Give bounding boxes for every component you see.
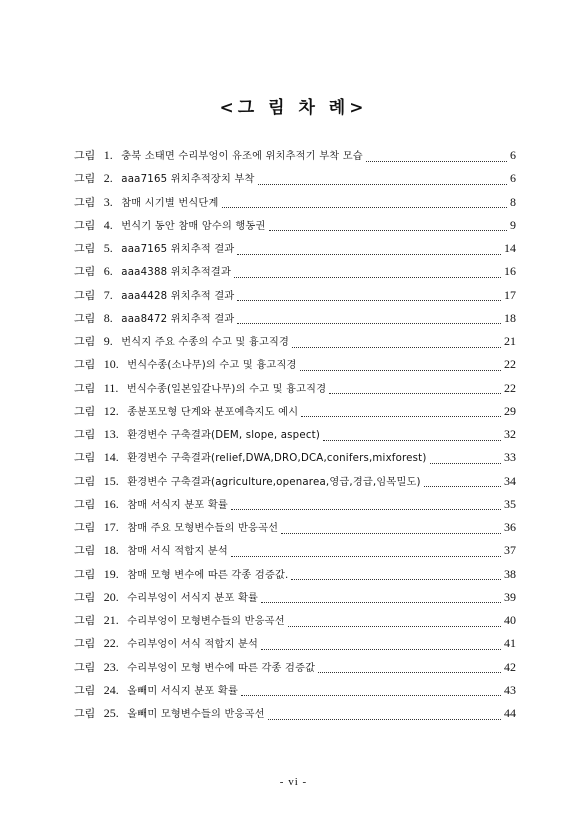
entry-prefix: 그림: [74, 497, 96, 511]
entry-label: [74, 681, 238, 701]
toc-entry[interactable]: [74, 495, 516, 518]
toc-entry[interactable]: [74, 309, 516, 332]
entry-prefix: 그림: [74, 544, 96, 558]
toc-entry[interactable]: [74, 588, 516, 611]
dot-leader: [231, 508, 501, 510]
entry-title: 수리부엉이 모형변수들의 반응곡선: [127, 616, 285, 627]
toc-entry[interactable]: [74, 402, 516, 425]
entry-label: [74, 425, 320, 445]
entry-number: 6.: [103, 264, 113, 279]
entry-number: 23.: [103, 659, 119, 674]
entry-number: 22.: [103, 636, 119, 651]
entry-label: [74, 472, 421, 492]
entry-number: 15.: [103, 473, 119, 488]
entry-prefix: 그림: [74, 242, 96, 255]
entry-title: aaa7165 위치추적 결과: [121, 244, 235, 255]
dot-leader: [231, 555, 501, 557]
entry-number: 25.: [103, 706, 119, 720]
entry-page-number: 41: [504, 636, 516, 651]
entry-number: 1.: [103, 148, 113, 162]
entry-number: 17.: [103, 520, 119, 534]
entry-title: 충북 소태면 수리부엉이 유조에 위치추적기 부착 모습: [121, 151, 363, 162]
entry-prefix: 그림: [74, 358, 96, 372]
dot-leader: [241, 694, 501, 696]
toc-entry[interactable]: [74, 658, 516, 681]
entry-title: 번식지 주요 수종의 수고 및 흉고직경: [121, 337, 290, 348]
dot-leader: [301, 415, 501, 417]
dot-leader: [268, 718, 501, 720]
toc-entry[interactable]: [74, 541, 516, 564]
page-title: <그 림 차 례>: [219, 98, 368, 118]
entry-page-number: 14: [504, 241, 516, 255]
entry-title: 번식수종(일본잎갈나무)의 수고 및 흉고직경: [126, 383, 327, 395]
toc-entry[interactable]: [74, 169, 516, 192]
entry-number: 7.: [103, 287, 113, 302]
dot-leader: [261, 601, 501, 603]
toc-entry[interactable]: [74, 425, 516, 448]
dot-leader: [281, 532, 501, 534]
toc-entry[interactable]: [74, 518, 516, 541]
entry-prefix: 그림: [74, 614, 96, 627]
entry-title: 환경변수 구축결과(agriculture,openarea,영급,경급,임목밀도): [127, 476, 421, 488]
entry-title: 참매 주요 모형변수들의 반응곡선: [127, 523, 279, 534]
dot-leader: [234, 276, 501, 278]
dot-leader: [261, 648, 501, 650]
entry-label: [74, 309, 234, 329]
entry-title: 환경변수 구축결과(DEM, slope, aspect): [127, 430, 320, 441]
entry-label: [74, 541, 228, 561]
toc-entry[interactable]: [74, 355, 516, 378]
entry-title: 참매 서식지 분포 확률: [127, 499, 228, 511]
entry-page-number: 38: [504, 566, 516, 581]
entry-title: aaa4428 위치추적 결과: [121, 290, 235, 302]
entry-label: [74, 658, 315, 678]
entry-page-number: 18: [504, 310, 516, 325]
entry-number: 2.: [103, 171, 113, 186]
dot-leader: [288, 625, 501, 627]
entry-number: 19.: [103, 566, 119, 581]
entry-prefix: 그림: [74, 474, 96, 488]
entry-prefix: 그림: [74, 172, 96, 186]
entry-label: [74, 611, 285, 631]
entry-number: 4.: [103, 217, 113, 232]
entry-page-number: 16: [504, 264, 516, 279]
entry-label: [74, 355, 297, 375]
toc-entry[interactable]: [74, 193, 516, 216]
entry-prefix: 그림: [74, 707, 96, 720]
entry-page-number: 44: [504, 706, 516, 720]
entry-page-number: 34: [504, 473, 516, 488]
entry-prefix: 그림: [74, 149, 96, 162]
entry-number: 5.: [103, 241, 113, 255]
dot-leader: [318, 671, 501, 673]
entry-number: 14.: [103, 450, 119, 465]
entry-label: [74, 518, 278, 538]
entry-title: aaa7165 위치추적장치 부착: [121, 174, 255, 186]
entry-page-number: 17: [504, 287, 516, 302]
toc-entry[interactable]: [74, 704, 516, 727]
dot-leader: [424, 485, 501, 487]
entry-page-number: 29: [504, 403, 516, 418]
entry-page-number: 21: [504, 334, 516, 348]
entry-label: [74, 495, 228, 515]
entry-label: [74, 262, 231, 282]
toc-entry[interactable]: [74, 681, 516, 704]
entry-label: [74, 169, 255, 189]
entry-page-number: 39: [504, 589, 516, 604]
entry-prefix: 그림: [74, 218, 96, 232]
toc-entry[interactable]: [74, 146, 516, 169]
entry-title: 올빼미 모형변수들의 반응곡선: [127, 709, 265, 720]
entry-title: 수리부엉이 모형 변수에 따른 각종 검증값: [127, 662, 316, 674]
dot-leader: [430, 462, 501, 464]
toc-entry[interactable]: [74, 565, 516, 588]
dot-leader: [237, 322, 501, 324]
entry-prefix: 그림: [74, 381, 96, 395]
toc-entry[interactable]: [74, 332, 516, 355]
entry-title: 참매 시기별 번식단계: [121, 197, 219, 209]
entry-label: [74, 216, 266, 236]
entry-prefix: 그림: [74, 521, 96, 534]
entry-label: [74, 332, 289, 352]
toc-entry[interactable]: [74, 611, 516, 634]
entry-prefix: 그림: [74, 335, 96, 348]
dot-leader: [292, 346, 501, 348]
toc-entry[interactable]: [74, 286, 516, 309]
entry-label: [74, 193, 219, 213]
entry-title: 번식수종(소나무)의 수고 및 흉고직경: [127, 360, 297, 372]
entry-page-number: 32: [504, 427, 516, 441]
entry-title: 참매 서식 적합지 분석: [127, 546, 228, 558]
entry-prefix: 그림: [74, 683, 96, 697]
entry-page-number: 8: [510, 194, 516, 209]
entry-number: 16.: [103, 496, 119, 511]
entry-page-number: 40: [504, 613, 516, 627]
dot-leader: [329, 392, 501, 394]
entry-title: 환경변수 구축결과(relief,DWA,DRO,DCA,conifers,mixforest): [127, 453, 427, 465]
dot-leader: [323, 439, 501, 441]
entry-page-number: 42: [504, 659, 516, 674]
entry-number: 12.: [103, 403, 119, 418]
entry-number: 8.: [103, 310, 113, 325]
entry-label: [74, 379, 326, 399]
entry-prefix: 그림: [74, 451, 96, 465]
toc-entry[interactable]: [74, 239, 516, 262]
entry-prefix: 그림: [74, 404, 96, 418]
toc-entry[interactable]: [74, 472, 516, 495]
entry-prefix: 그림: [74, 660, 96, 674]
entry-prefix: 그림: [74, 288, 96, 302]
dot-leader: [366, 160, 507, 162]
entry-page-number: 6: [510, 148, 516, 162]
entry-label: [74, 565, 288, 585]
entry-page-number: 22: [504, 357, 516, 372]
entry-page-number: 37: [504, 543, 516, 558]
toc-entry[interactable]: [74, 634, 516, 657]
entry-label: [74, 588, 258, 608]
entry-label: [74, 146, 363, 166]
entry-label: [74, 448, 427, 468]
entry-title: 올빼미 서식지 분포 확률: [127, 685, 238, 697]
dot-leader: [269, 229, 507, 231]
entry-page-number: 35: [504, 496, 516, 511]
entry-number: 13.: [103, 427, 119, 441]
entry-number: 10.: [103, 357, 119, 372]
entry-number: 21.: [103, 613, 119, 627]
dot-leader: [237, 253, 501, 255]
dot-leader: [291, 578, 501, 580]
entry-label: [74, 634, 258, 654]
page-number-footer: - vi -: [279, 776, 308, 788]
entry-page-number: 36: [504, 520, 516, 534]
entry-page-number: 43: [504, 682, 516, 697]
entry-number: 18.: [103, 543, 119, 558]
toc-entry[interactable]: [74, 216, 516, 239]
entry-page-number: 6: [510, 171, 516, 186]
toc-entry[interactable]: [74, 379, 516, 402]
entry-title: 번식기 동안 참매 암수의 행동권: [121, 220, 266, 232]
entry-label: [74, 402, 298, 422]
entry-page-number: 22: [504, 380, 516, 395]
entry-prefix: 그림: [74, 265, 96, 279]
entry-title: 수리부엉이 서식지 분포 확률: [127, 592, 259, 604]
entry-title: 참매 모형 변수에 따른 각종 검증값.: [127, 569, 289, 581]
toc-entry[interactable]: [74, 262, 516, 285]
figure-list: [74, 146, 516, 727]
entry-prefix: 그림: [74, 567, 96, 581]
entry-prefix: 그림: [74, 195, 96, 209]
dot-leader: [222, 206, 507, 208]
entry-title: 종분포모형 단계와 분포예측지도 예시: [127, 406, 299, 418]
dot-leader: [237, 299, 501, 301]
entry-label: [74, 704, 265, 724]
entry-title: aaa4388 위치추적결과: [121, 267, 232, 279]
entry-number: 11.: [103, 380, 119, 395]
entry-prefix: 그림: [74, 637, 96, 651]
entry-number: 9.: [103, 334, 113, 348]
dot-leader: [300, 369, 501, 371]
entry-number: 24.: [103, 682, 119, 697]
entry-number: 3.: [103, 194, 113, 209]
entry-number: 20.: [103, 589, 119, 604]
entry-title: 수리부엉이 서식 적합지 분석: [127, 639, 259, 651]
entry-title: aaa8472 위치추적 결과: [121, 313, 235, 325]
entry-page-number: 9: [510, 217, 516, 232]
entry-prefix: 그림: [74, 590, 96, 604]
toc-entry[interactable]: [74, 448, 516, 471]
entry-prefix: 그림: [74, 428, 96, 441]
entry-label: [74, 286, 234, 306]
entry-prefix: 그림: [74, 311, 96, 325]
entry-page-number: 33: [504, 450, 516, 465]
dot-leader: [258, 183, 507, 185]
entry-label: [74, 239, 234, 259]
